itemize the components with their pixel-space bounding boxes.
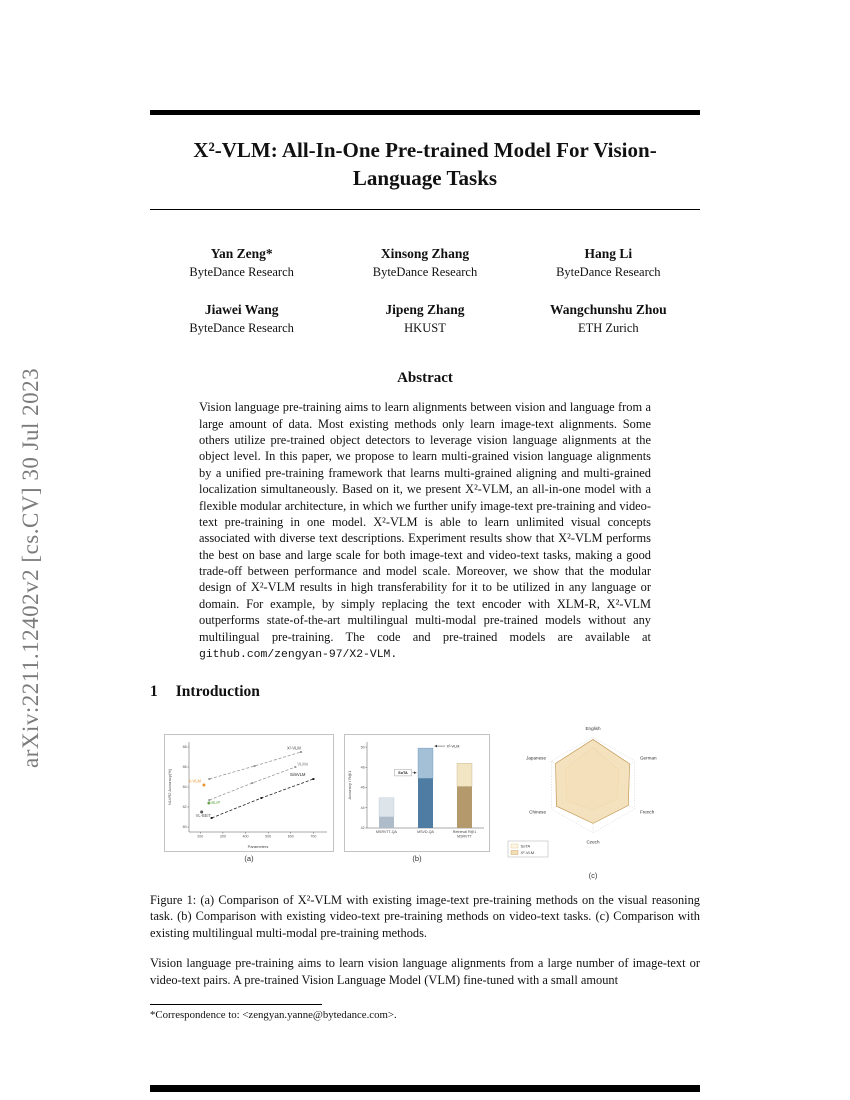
arxiv-watermark: arXiv:2211.12402v2 [cs.CV] 30 Jul 2023	[18, 367, 43, 768]
author-affiliation: HKUST	[404, 321, 446, 336]
abstract-heading: Abstract	[397, 370, 453, 387]
authors-block	[150, 246, 700, 336]
footnote-rule	[150, 1004, 322, 1005]
svg-text:400: 400	[242, 834, 249, 839]
svg-text:VL-BEiT: VL-BEiT	[195, 813, 211, 819]
svg-text:SoTA: SoTA	[520, 843, 531, 849]
svg-text:BLIP: BLIP	[211, 800, 221, 806]
author-name: Hang Li	[584, 246, 633, 262]
svg-text:SimVLM: SimVLM	[289, 772, 306, 778]
author-name: Jiawei Wang	[204, 302, 279, 318]
svg-text:88: 88	[182, 745, 187, 750]
svg-text:Czech: Czech	[586, 839, 600, 845]
bottom-rule	[150, 1085, 700, 1092]
author-name: Yan Zeng*	[210, 246, 273, 262]
svg-text:French: French	[639, 809, 655, 815]
svg-text:NLVR2 Accuracy(%): NLVR2 Accuracy(%)	[167, 768, 172, 806]
author-affiliation: ByteDance Research	[189, 265, 294, 280]
footnote: *Correspondence to: <zengyan.yanne@bytedance.com>.	[150, 1009, 397, 1022]
section-title: Introduction	[175, 683, 260, 701]
author-name: Jipeng Zhang	[385, 302, 465, 318]
svg-text:X-VLM: X-VLM	[188, 778, 201, 784]
svg-text:700: 700	[310, 834, 317, 839]
paper-content	[150, 0, 700, 1021]
svg-text:200: 200	[197, 834, 204, 839]
svg-text:Parameters: Parameters	[247, 844, 269, 850]
section-number: 1	[150, 683, 158, 701]
figure-panel-a-wrap	[164, 734, 334, 863]
figure-1	[150, 717, 700, 941]
abstract-text	[199, 399, 651, 663]
svg-text:80: 80	[182, 825, 187, 830]
svg-text:X²-VLM: X²-VLM	[446, 744, 460, 749]
svg-text:82: 82	[182, 805, 187, 810]
figure-panels	[150, 717, 700, 880]
figure-panel-b-wrap	[344, 734, 490, 863]
svg-text:MSVD-QA: MSVD-QA	[417, 830, 434, 835]
svg-text:SoTA: SoTA	[398, 771, 408, 776]
author-2	[333, 246, 516, 280]
figure-panel-a-chart	[164, 734, 334, 852]
author-affiliation: ByteDance Research	[556, 265, 661, 280]
author-affiliation: ByteDance Research	[189, 321, 294, 336]
svg-text:48: 48	[360, 765, 365, 770]
svg-text:42: 42	[360, 826, 365, 831]
figure-caption: Figure 1: (a) Comparison of X²-VLM with existing image-text pre-training methods on the visual reasoning task. (b) Comparison with existing video-text pre-training methods on video-text tasks. (c) Comparison with existing multilingual multi-modal pre-training methods.	[150, 893, 700, 940]
svg-text:600: 600	[287, 834, 294, 839]
author-affiliation: ETH Zurich	[577, 321, 639, 336]
author-affiliation: ByteDance Research	[372, 265, 478, 280]
svg-text:44: 44	[360, 805, 365, 810]
svg-text:84: 84	[182, 785, 187, 790]
section-heading	[150, 683, 700, 701]
svg-text:MSRVTT-QA: MSRVTT-QA	[376, 830, 397, 835]
figure-panel-c-chart	[500, 717, 686, 869]
paper-title: X²-VLM: All-In-One Pre-trained Model For Vision-Language Tasks	[193, 138, 657, 190]
author-6	[517, 302, 700, 336]
figure-panel-b-chart	[344, 734, 490, 852]
svg-text:50: 50	[360, 745, 365, 750]
sublabel-c: (c)	[588, 871, 598, 881]
svg-text:MSRVTT: MSRVTT	[457, 834, 472, 839]
svg-text:X²-VLM: X²-VLM	[286, 745, 301, 751]
svg-text:German: German	[639, 755, 657, 761]
author-4	[150, 302, 333, 336]
author-1	[150, 246, 333, 280]
svg-text:500: 500	[265, 834, 272, 839]
sublabel-b: (b)	[412, 854, 422, 864]
sublabel-a: (a)	[244, 854, 254, 864]
author-name: Xinsong Zhang	[380, 246, 470, 262]
svg-text:X²-VLM: X²-VLM	[520, 850, 535, 856]
svg-text:Chinese: Chinese	[529, 809, 547, 815]
code-link[interactable]: github.com/zengyan-97/X2-VLM.	[199, 648, 398, 661]
svg-text:Japanese: Japanese	[526, 755, 547, 761]
svg-text:300: 300	[219, 834, 226, 839]
author-5	[333, 302, 516, 336]
intro-paragraph: Vision language pre-training aims to learn vision language alignments from a large number of image-text or video-text pairs. A pre-trained Vision Language Model (VLM) fine-tuned with a small amount	[150, 956, 700, 987]
abstract-body: Vision language pre-training aims to learn alignments between vision and language from a large amount of data. Most existing methods only learn image-text alignments. Some others utilize pre-trained object detectors to leverage vision language alignments at the object level. In this paper, we propose to learn multi-grained vision language alignments by a unified pre-training framework that learns multi-grained aligning and multi-grained localization simultaneously. Based on it, we present X²-VLM, an all-in-one model with a flexible modular architecture, in which we further unify image-text pre-training and video-text pre-training in one model. X²-VLM is able to learn unlimited visual concepts associated with diverse text descriptions. Experiment results show that X²-VLM performs the best on base and large scale for both image-text and video-text tasks, making a good trade-off between performance and model scale. Moreover, we show that the modular design of X²-VLM results in high transferability for it to be utilized in any language or domain. For example, by simply replacing the text encoder with XLM-R, X²-VLM outperforms state-of-the-art multilingual multi-modal pre-trained models without any multilingual pre-training. The code and pre-trained models are available at	[199, 400, 651, 644]
title-rule	[150, 209, 700, 211]
svg-text:86: 86	[182, 765, 187, 770]
author-name: Wangchunshu Zhou	[549, 302, 667, 318]
author-3	[517, 246, 700, 280]
svg-text:English: English	[585, 725, 601, 731]
top-rule	[150, 110, 700, 115]
svg-text:VLMo: VLMo	[297, 761, 309, 767]
svg-text:46: 46	[360, 785, 365, 790]
figure-panel-c-wrap	[500, 717, 686, 880]
svg-text:Accuracy / R@1: Accuracy / R@1	[347, 770, 352, 800]
svg-text:Retrieval R@1: Retrieval R@1	[452, 830, 477, 835]
